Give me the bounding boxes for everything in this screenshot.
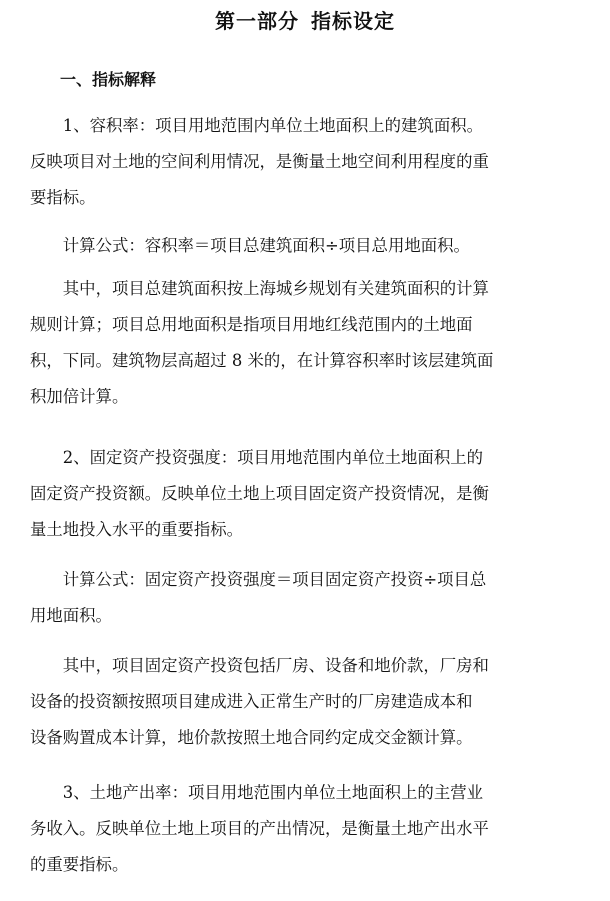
text-line: 的重要指标。	[30, 855, 129, 874]
paragraph-floor-area-notes	[30, 271, 586, 415]
text-line: 1、容积率：项目用地范围内单位土地面积上的建筑面积。	[62, 116, 483, 135]
text-line: 2、固定资产投资强度：项目用地范围内单位土地面积上的	[62, 448, 483, 467]
paragraph-land-output-rate	[30, 775, 586, 883]
page-title	[0, 6, 610, 36]
paragraph-formula-floor-area-ratio	[30, 228, 586, 264]
paragraph-formula-investment	[30, 562, 586, 634]
text-line: 3、土地产出率：项目用地范围内单位土地面积上的主营业	[62, 783, 483, 802]
title-part: 第一部分	[215, 9, 299, 33]
paragraph-floor-area-ratio	[30, 108, 586, 216]
title-main: 指标设定	[311, 9, 395, 33]
section-heading: 一、指标解释	[60, 70, 157, 89]
text-line: 规则计算；项目总用地面积是指项目用地红线范围内的土地面	[30, 315, 473, 334]
text-line: 设备的投资额按照项目建成进入正常生产时的厂房建造成本和	[30, 692, 473, 711]
text-line: 固定资产投资额。反映单位土地上项目固定资产投资情况，是衡	[30, 484, 489, 503]
text-line: 量土地投入水平的重要指标。	[30, 520, 244, 539]
text-line: 用地面积。	[30, 606, 112, 625]
text-line: 要指标。	[30, 188, 96, 207]
text-line: 反映项目对土地的空间利用情况，是衡量土地空间利用程度的重	[30, 152, 489, 171]
paragraph-investment-notes	[30, 648, 586, 756]
paragraph-investment-intensity	[30, 440, 586, 548]
text-line: 其中，项目固定资产投资包括厂房、设备和地价款，厂房和	[62, 656, 489, 675]
text-line: 计算公式：容积率＝项目总建筑面积÷项目总用地面积。	[62, 236, 470, 255]
text-line: 积加倍计算。	[30, 387, 129, 406]
text-line: 务收入。反映单位土地上项目的产出情况，是衡量土地产出水平	[30, 819, 489, 838]
text-line: 设备购置成本计算，地价款按照土地合同约定成交金额计算。	[30, 728, 473, 747]
text-line: 计算公式：固定资产投资强度＝项目固定资产投资÷项目总	[62, 570, 487, 589]
text-line: 积，下同。建筑物层高超过 8 米的，在计算容积率时该层建筑面	[30, 351, 494, 370]
text-line: 其中，项目总建筑面积按上海城乡规划有关建筑面积的计算	[62, 279, 489, 298]
